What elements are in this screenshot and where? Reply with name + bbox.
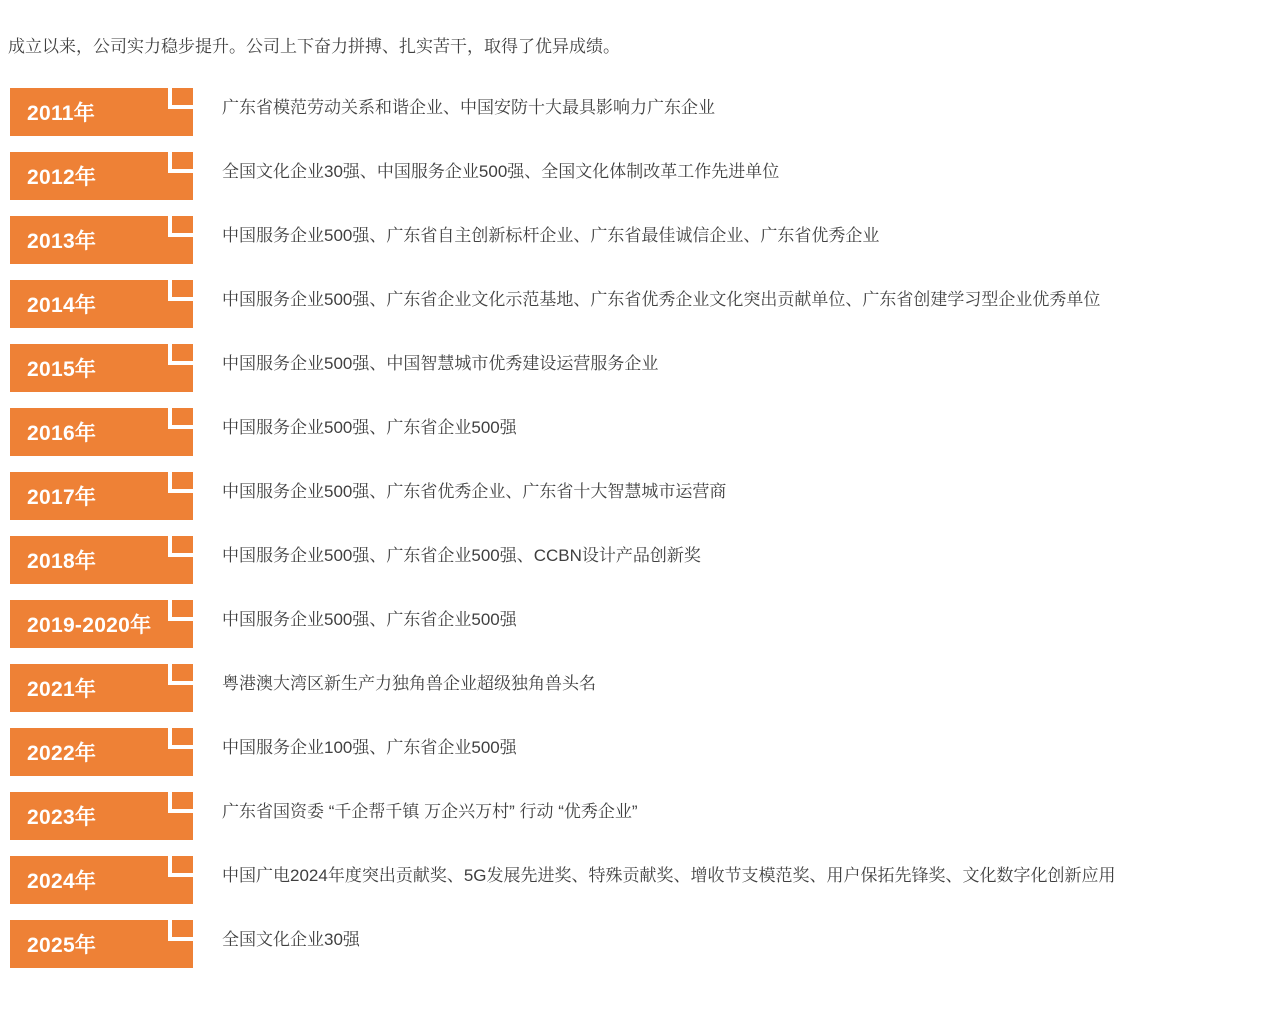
awards-text: 广东省国资委 “千企帮千镇 万企兴万村” 行动 “优秀企业”	[222, 802, 638, 821]
year-badge	[10, 600, 193, 648]
timeline-row	[0, 88, 1278, 136]
corner-notch-decoration	[168, 280, 193, 301]
awards-text: 粤港澳大湾区新生产力独角兽企业超级独角兽头名	[222, 674, 596, 693]
year-badge	[10, 856, 193, 904]
timeline-row	[0, 536, 1278, 584]
timeline-row	[0, 280, 1278, 328]
corner-notch-decoration	[168, 216, 193, 237]
corner-notch-decoration	[168, 920, 193, 941]
year-badge	[10, 88, 193, 136]
year-label: 2013年	[27, 230, 97, 253]
corner-notch-decoration	[168, 600, 193, 621]
corner-notch-decoration	[168, 792, 193, 813]
year-label: 2023年	[27, 806, 97, 829]
awards-text: 中国服务企业100强、广东省企业500强	[222, 738, 517, 757]
corner-notch-decoration	[168, 88, 193, 109]
timeline-row	[0, 472, 1278, 520]
awards-text: 中国服务企业500强、广东省企业500强	[222, 418, 517, 437]
corner-notch-decoration	[168, 536, 193, 557]
corner-notch-decoration	[168, 856, 193, 877]
year-badge	[10, 344, 193, 392]
year-badge	[10, 536, 193, 584]
timeline-row	[0, 664, 1278, 712]
awards-text: 全国文化企业30强、中国服务企业500强、全国文化体制改革工作先进单位	[222, 162, 780, 181]
year-label: 2018年	[27, 550, 97, 573]
year-label: 2017年	[27, 486, 97, 509]
year-badge	[10, 280, 193, 328]
timeline-row	[0, 920, 1278, 968]
year-label: 2021年	[27, 678, 97, 701]
awards-text: 中国服务企业500强、广东省企业500强	[222, 610, 517, 629]
awards-text: 全国文化企业30强	[222, 930, 360, 949]
year-badge	[10, 408, 193, 456]
awards-text: 中国服务企业500强、中国智慧城市优秀建设运营服务企业	[222, 354, 659, 373]
year-badge	[10, 920, 193, 968]
awards-text: 中国广电2024年度突出贡献奖、5G发展先进奖、特殊贡献奖、增收节支模范奖、用户保拓先锋奖、文化数字化创新应用	[222, 866, 1116, 885]
year-badge	[10, 792, 193, 840]
corner-notch-decoration	[168, 344, 193, 365]
awards-text: 广东省模范劳动关系和谐企业、中国安防十大最具影响力广东企业	[222, 98, 715, 117]
timeline-row	[0, 856, 1278, 904]
awards-text: 中国服务企业500强、广东省自主创新标杆企业、广东省最佳诚信企业、广东省优秀企业	[222, 226, 880, 245]
timeline-row	[0, 344, 1278, 392]
corner-notch-decoration	[168, 728, 193, 749]
year-label: 2011年	[27, 102, 96, 125]
year-badge	[10, 664, 193, 712]
corner-notch-decoration	[168, 664, 193, 685]
year-label: 2016年	[27, 422, 97, 445]
corner-notch-decoration	[168, 152, 193, 173]
awards-text: 中国服务企业500强、广东省企业文化示范基地、广东省优秀企业文化突出贡献单位、广东省创建学习型企业优秀单位	[222, 290, 1101, 309]
year-label: 2025年	[27, 934, 97, 957]
year-label: 2014年	[27, 294, 97, 317]
year-label: 2024年	[27, 870, 97, 893]
year-label: 2012年	[27, 166, 97, 189]
intro-text: 成立以来，公司实力稳步提升。公司上下奋力拼搏、扎实苦干，取得了优异成绩。	[8, 37, 620, 56]
timeline-row	[0, 408, 1278, 456]
year-badge	[10, 152, 193, 200]
corner-notch-decoration	[168, 408, 193, 429]
timeline-row	[0, 216, 1278, 264]
honors-timeline	[0, 88, 1278, 968]
awards-text: 中国服务企业500强、广东省企业500强、CCBN设计产品创新奖	[222, 546, 701, 565]
year-label: 2022年	[27, 742, 97, 765]
corner-notch-decoration	[168, 472, 193, 493]
awards-text: 中国服务企业500强、广东省优秀企业、广东省十大智慧城市运营商	[222, 482, 727, 501]
timeline-row	[0, 728, 1278, 776]
year-label: 2015年	[27, 358, 97, 381]
timeline-row	[0, 152, 1278, 200]
year-badge	[10, 728, 193, 776]
year-badge	[10, 472, 193, 520]
timeline-row	[0, 792, 1278, 840]
year-badge	[10, 216, 193, 264]
year-label: 2019-2020年	[27, 614, 152, 637]
timeline-row	[0, 600, 1278, 648]
